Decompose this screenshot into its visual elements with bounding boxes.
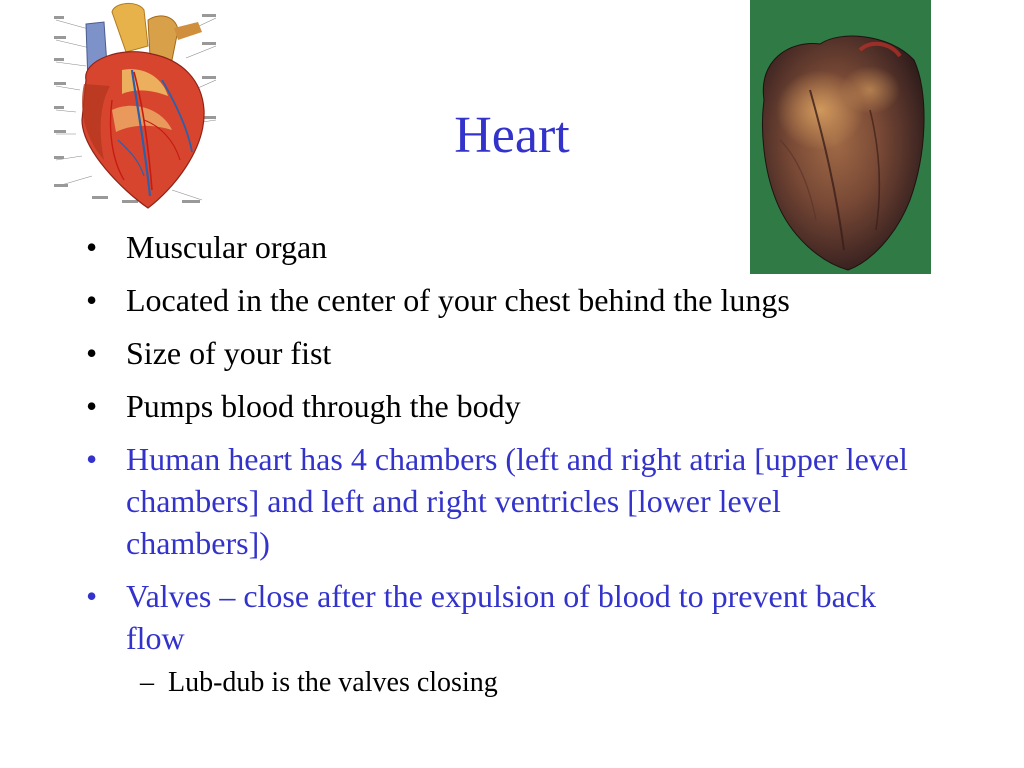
bullet-marker: • [86,441,98,477]
bullet-marker: • [86,578,98,614]
sub-bullet-text: Lub-dub is the valves closing [168,667,498,698]
bullet-text: Human heart has 4 chambers (left and right atria [upper level chambers] and left and right ventricles [lower level chambers]) [126,441,908,561]
sub-bullet-item [86,666,916,700]
bullet-item [86,332,916,374]
bullet-marker: • [86,335,98,371]
sub-bullet-marker: – [140,667,154,698]
bullet-marker: • [86,388,98,424]
bullet-item-highlighted [86,575,916,659]
bullet-text: Pumps blood through the body [126,388,521,424]
bullet-text: Muscular organ [126,229,328,265]
bullet-marker: • [86,229,98,265]
bullet-text: Size of your fist [126,335,332,371]
bullet-text: Located in the center of your chest behind the lungs [126,282,790,318]
slide-title: Heart [454,107,570,164]
bullet-list [86,226,916,700]
bullet-marker: • [86,282,98,318]
bullet-item [86,385,916,427]
bullet-item [86,279,916,321]
bullet-text: Valves – close after the expulsion of blood to prevent back flow [126,578,876,656]
bullet-item [86,226,916,268]
bullet-item-highlighted [86,438,916,564]
